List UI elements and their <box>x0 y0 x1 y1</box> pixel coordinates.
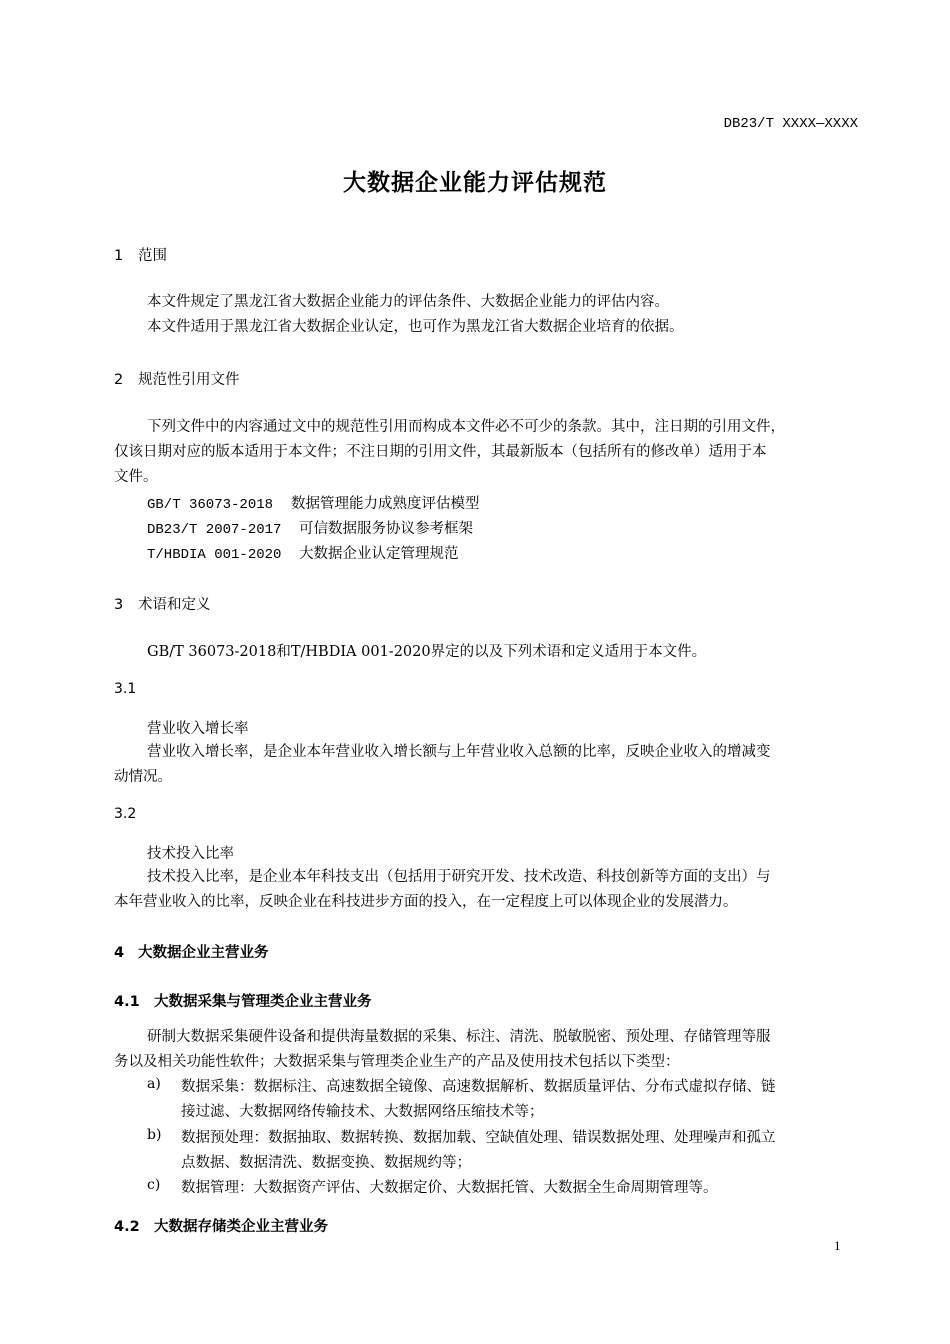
paragraph: GB/T 36073-2018和T/HBDIA 001-2020界定的以及下列术语和定义适用于本文件。 <box>147 644 707 660</box>
paragraph-line: 务以及相关功能性软件；大数据采集与管理类企业生产的产品及使用技术包括以下类型： <box>114 1054 680 1070</box>
page-number: 1 <box>834 1238 841 1253</box>
normative-reference <box>147 542 459 563</box>
reference-title: 大数据企业认定管理规范 <box>299 546 459 562</box>
section-1-heading <box>114 244 167 265</box>
reference-code: T/HBDIA 001-2020 <box>147 547 282 563</box>
section-title: 规范性引用文件 <box>138 372 240 388</box>
document-title: 大数据企业能力评估规范 <box>343 170 607 196</box>
term-definition-line: 营业收入增长率，是企业本年营业收入增长额与上年营业收入总额的比率，反映企业收入的增减变 <box>147 744 771 760</box>
section-title: 大数据企业主营业务 <box>138 945 269 961</box>
term-number: 3.1 <box>114 681 137 697</box>
standard-code: DB23/T XXXX—XXXX <box>723 116 858 132</box>
reference-code: GB/T 36073-2018 <box>147 497 274 513</box>
list-item-label: a) <box>147 1076 161 1092</box>
paragraph: 本文件规定了黑龙江省大数据企业能力的评估条件、大数据企业能力的评估内容。 <box>147 294 669 310</box>
list-item-line: 数据采集：数据标注、高速数据全镜像、高速数据解析、数据质量评估、分布式虚拟存储、链 <box>181 1079 776 1095</box>
section-number: 2 <box>114 372 124 388</box>
normative-reference <box>147 517 473 538</box>
list-item-line: 数据管理：大数据资产评估、大数据定价、大数据托管、大数据全生命周期管理等。 <box>181 1180 718 1196</box>
term-name: 营业收入增长率 <box>147 721 249 737</box>
section-3-heading <box>114 593 211 614</box>
section-title: 范围 <box>138 248 167 264</box>
term-definition-line: 本年营业收入的比率，反映企业在科技进步方面的投入，在一定程度上可以体现企业的发展潜力。 <box>114 894 738 910</box>
subsection-4-1-heading <box>114 990 372 1011</box>
paragraph-line: 下列文件中的内容通过文中的规范性引用而构成本文件必不可少的条款。其中，注日期的引用文件， <box>147 419 785 435</box>
section-title: 术语和定义 <box>138 597 211 613</box>
subsection-4-2-heading <box>114 1215 328 1236</box>
paragraph-line: 研制大数据采集硬件设备和提供海量数据的采集、标注、清洗、脱敏脱密、预处理、存储管理等服 <box>147 1029 771 1045</box>
section-number: 4 <box>114 945 125 961</box>
paragraph: 本文件适用于黑龙江省大数据企业认定，也可作为黑龙江省大数据企业培育的依据。 <box>147 319 684 335</box>
subsection-number: 4.2 <box>114 1219 140 1235</box>
paragraph-line: 文件。 <box>114 469 158 485</box>
reference-title: 数据管理能力成熟度评估模型 <box>291 496 480 512</box>
section-4-heading <box>114 941 269 962</box>
list-item-label: b) <box>147 1127 162 1143</box>
term-name: 技术投入比率 <box>147 846 234 862</box>
subsection-number: 4.1 <box>114 994 140 1010</box>
reference-code: DB23/T 2007-2017 <box>147 522 282 538</box>
term-definition-line: 技术投入比率，是企业本年科技支出（包括用于研究开发、技术改造、科技创新等方面的支出）与 <box>147 869 771 885</box>
subsection-title: 大数据采集与管理类企业主营业务 <box>154 994 372 1010</box>
list-item-label: c) <box>147 1177 161 1193</box>
normative-reference <box>147 492 480 513</box>
subsection-title: 大数据存储类企业主营业务 <box>154 1219 328 1235</box>
list-item-line: 接过滤、大数据网络传输技术、大数据网络压缩技术等； <box>181 1104 544 1120</box>
term-definition-line: 动情况。 <box>114 769 172 785</box>
list-item-line: 数据预处理：数据抽取、数据转换、数据加载、空缺值处理、错误数据处理、处理噪声和孤立 <box>181 1130 776 1146</box>
section-2-heading <box>114 368 240 389</box>
section-number: 3 <box>114 597 124 613</box>
section-number: 1 <box>114 248 124 264</box>
list-item-line: 点数据、数据清洗、数据变换、数据规约等； <box>181 1155 471 1171</box>
paragraph-line: 仅该日期对应的版本适用于本文件；不注日期的引用文件，其最新版本（包括所有的修改单）适用于本 <box>114 444 767 460</box>
reference-title: 可信数据服务协议参考框架 <box>299 521 473 537</box>
term-number: 3.2 <box>114 806 137 822</box>
